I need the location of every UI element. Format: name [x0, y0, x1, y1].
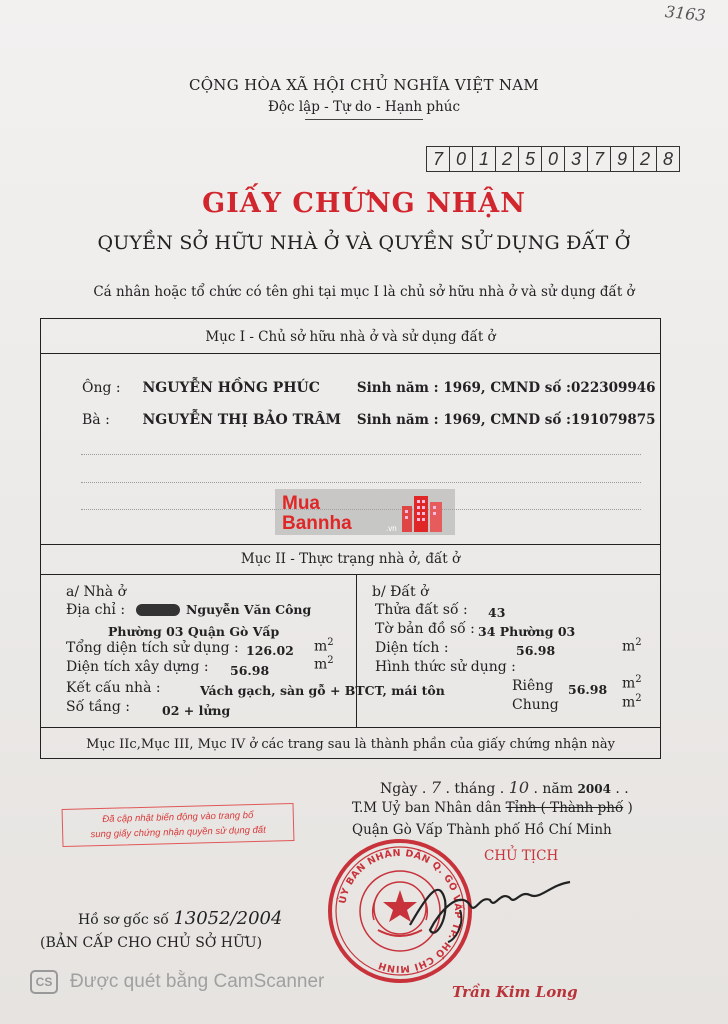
authority-line2: Quận Gò Vấp Thành phố Hồ Chí Minh	[352, 822, 612, 838]
address-value: Nguyễn Văn Công	[185, 602, 312, 617]
divider	[41, 727, 660, 728]
owner-prefix: Ông :	[82, 380, 121, 396]
serial-digit: 7	[588, 147, 611, 171]
owner-detail: Sinh năm : 1969, CMND số :022309946	[356, 380, 656, 396]
build-area-label: Diện tích xây dựng :	[66, 659, 209, 675]
scanner-text: Được quét bằng CamScanner	[70, 971, 325, 992]
serial-digit: 8	[662, 149, 673, 169]
serial-number	[426, 146, 680, 172]
floors-value: 02 + lửng	[162, 703, 231, 718]
motto-underline	[305, 119, 423, 120]
svg-text:ỦY BAN NHÂN DÂN Q. GÒ VẤP TP.: ỦY BAN NHÂN DÂN Q. GÒ VẤP TP. HỒ CHÍ MINH	[337, 847, 464, 975]
date-month: 10	[508, 778, 530, 797]
file-ref-value: 13052/2004	[173, 908, 283, 929]
serial-digit: 7	[427, 147, 450, 171]
column-divider	[356, 574, 357, 727]
intro-text: Cá nhân hoặc tổ chức có tên ghi tại mục I là chủ sở hữu nhà ở và sử dụng đất ở	[93, 284, 635, 300]
floors-label: Số tầng :	[66, 699, 130, 715]
parcel-value: 43	[488, 605, 506, 620]
date-year: 2004	[577, 782, 611, 796]
land-area-label: Diện tích :	[375, 640, 449, 656]
land-area-value: 56.98	[516, 643, 556, 658]
map-value: 34 Phường 03	[478, 624, 576, 639]
watermark-text-mua: Mua	[282, 493, 320, 514]
divider	[41, 544, 660, 545]
owner-row	[82, 380, 656, 396]
section2-heading: Mục II - Thực trạng nhà ở, đất ở	[240, 551, 461, 567]
area-unit: $m^2$	[314, 637, 334, 655]
structure-label: Kết cấu nhà :	[66, 680, 161, 696]
file-ref-label: Hồ sơ gốc số	[78, 912, 169, 928]
area-unit: $m^2$	[622, 674, 642, 692]
address-line2: Phường 03 Quận Gò Vấp	[108, 624, 280, 639]
map-label: Tờ bản đồ số :	[375, 621, 475, 637]
watermark-text-bannha: Bannha	[282, 513, 352, 534]
authority-line1: T.M Uỷ ban Nhân dân Tỉnh ( Thành phố )	[352, 800, 633, 816]
build-area-value: 56.98	[230, 663, 270, 678]
stamp-line2: sung giấy chứng nhận quyền sử dụng đất	[90, 824, 266, 841]
total-area-label: Tổng diện tích sử dụng :	[66, 640, 239, 656]
serial-digit: 2	[496, 147, 519, 171]
area-unit: $m^2$	[314, 655, 334, 673]
area-unit: $m^2$	[622, 637, 642, 655]
struck-text: Tỉnh ( Thành phố	[505, 800, 624, 816]
signer-name: Trần Kim Long	[452, 983, 578, 1001]
issue-date: Ngày . 7 . tháng . 10 . năm 2004 . .	[380, 778, 629, 797]
document-subtitle: QUYỀN SỞ HỮU NHÀ Ở VÀ QUYỀN SỬ DỤNG ĐẤT Ở	[97, 232, 631, 254]
file-reference	[78, 908, 282, 929]
republic-heading: CỘNG HÒA XÃ HỘI CHỦ NGHĨA VIỆT NAM	[188, 76, 540, 94]
serial-digit: 1	[473, 147, 496, 171]
usage-label: Hình thức sử dụng :	[375, 659, 516, 675]
date-day: 7	[430, 778, 442, 797]
section1-heading: Mục I - Chủ sở hữu nhà ở và sử dụng đất ở	[205, 329, 496, 345]
owner-detail: Sinh năm : 1969, CMND số :191079875	[356, 412, 656, 428]
address-label: Địa chỉ :	[66, 602, 126, 618]
national-motto: Độc lập - Tự do - Hạnh phúc	[267, 99, 461, 115]
private-value: 56.98	[568, 682, 608, 697]
owner-name: NGUYỄN HỒNG PHÚC	[142, 380, 320, 396]
signature-icon	[400, 870, 580, 950]
dotted-line	[81, 482, 641, 483]
serial-digit: 3	[565, 147, 588, 171]
document-title: GIẤY CHỨNG NHẬN	[202, 188, 526, 219]
redaction-mark	[136, 604, 180, 616]
divider	[41, 574, 660, 575]
building-icon	[400, 492, 444, 532]
camscanner-logo-icon: CS	[30, 970, 58, 994]
serial-digit: 0	[542, 147, 565, 171]
land-label: b/ Đất ở	[372, 584, 429, 600]
divider	[41, 353, 660, 354]
serial-digit: 9	[611, 147, 634, 171]
watermark-suffix: .vn	[386, 524, 397, 533]
serial-digit: 2	[634, 147, 657, 171]
issued-for: (BẢN CẤP CHO CHỦ SỞ HỮU)	[40, 935, 263, 951]
structure-value: Vách gạch, sàn gỗ + BTCT, mái tôn	[200, 683, 445, 698]
area-unit: $m^2$	[622, 693, 642, 711]
parcel-label: Thửa đất số :	[375, 602, 468, 618]
owner-prefix: Bà :	[82, 412, 110, 428]
total-area-value: 126.02	[246, 643, 294, 658]
owner-row	[82, 412, 656, 428]
corner-note: 3163	[664, 1, 707, 26]
footer-note: Mục IIc,Mục III, Mục IV ở các trang sau là thành phần của giấy chứng nhận này	[86, 737, 615, 752]
stamp-line1: Đã cập nhật biến động vào trang bổ	[102, 810, 254, 825]
house-label: a/ Nhà ở	[66, 584, 127, 600]
private-label: Riêng	[512, 678, 554, 694]
dotted-line	[81, 454, 641, 455]
update-stamp	[62, 803, 295, 847]
chairman-title: CHỦ TỊCH	[484, 848, 559, 864]
address-row	[66, 602, 311, 618]
serial-digit: 0	[450, 147, 473, 171]
owner-name: NGUYỄN THỊ BẢO TRÂM	[142, 412, 341, 428]
serial-digit: 5	[519, 147, 542, 171]
shared-label: Chung	[512, 697, 559, 713]
